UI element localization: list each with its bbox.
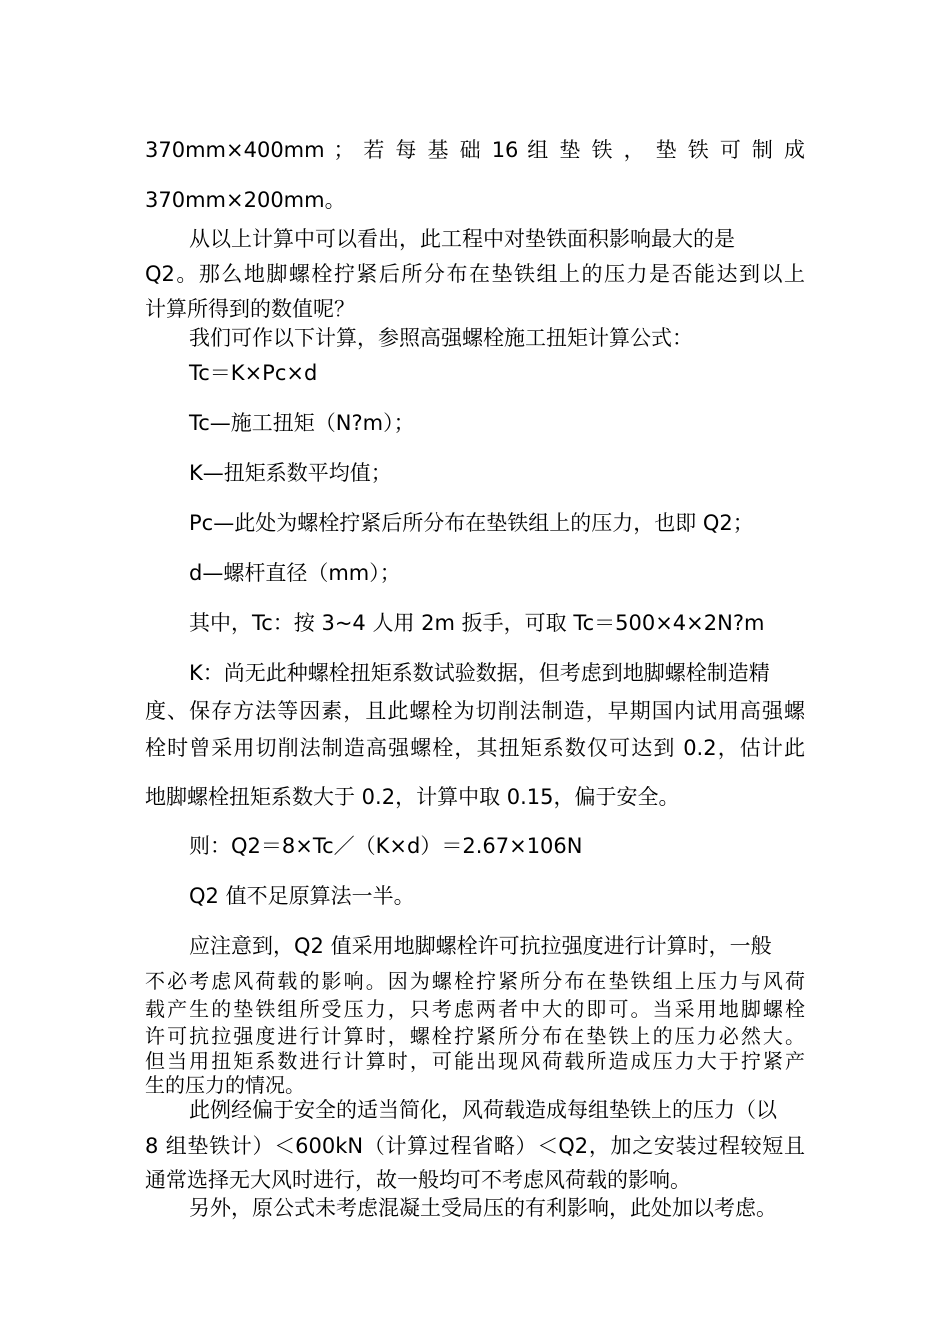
text-line: Tc—施工扭矩（N?m）； [189,411,415,435]
text-line: 从以上计算中可以看出，此工程中对垫铁面积影响最大的是 [189,227,735,251]
text-line: 370mm×200mm。 [145,188,346,212]
text-line: 许可抗拉强度进行计算时，螺栓拧紧所分布在垫铁上的压力必然大。 [145,1024,805,1048]
text-line: 应注意到，Q2 值采用地脚螺栓许可抗拉强度进行计算时，一般 [189,934,772,958]
text-line: d—螺杆直径（mm）； [189,561,401,585]
text-line: 载产生的垫铁组所受压力，只考虑两者中大的即可。当采用地脚螺栓 [145,997,805,1021]
text-line: 不必考虑风荷载的影响。因为螺栓拧紧所分布在垫铁组上压力与风荷 [145,969,805,993]
text-line: 此例经偏于安全的适当简化，风荷载造成每组垫铁上的压力（以 [189,1098,777,1122]
text-line: 8 组垫铁计）＜600kN（计算过程省略）＜Q2，加之安装过程较短且 [145,1134,805,1158]
text-line: K：尚无此种螺栓扭矩系数试验数据，但考虑到地脚螺栓制造精 [189,661,770,685]
text-line: K—扭矩系数平均值； [189,461,392,485]
text-line: Q2 值不足原算法一半。 [189,884,415,908]
text-line: Q2。那么地脚螺栓拧紧后所分布在垫铁组上的压力是否能达到以上 [145,262,805,286]
text-line: 我们可作以下计算，参照高强螺栓施工扭矩计算公式： [189,326,693,350]
text-line: Pc—此处为螺栓拧紧后所分布在垫铁组上的压力，也即 Q2； [189,511,754,535]
text-line: 地脚螺栓扭矩系数大于 0.2，计算中取 0.15，偏于安全。 [145,785,680,809]
text-line: 但当用扭矩系数进行计算时，可能出现风荷载所造成压力大于拧紧产 [145,1049,805,1073]
text-line: 另外，原公式未考虑混凝土受局压的有利影响，此处加以考虑。 [189,1196,777,1220]
text-line: 370mm×400mm ； 若 每 基 础 16 组 垫 铁 ， 垫 铁 可 制 成 [145,138,805,162]
text-line: 生的压力的情况。 [145,1073,305,1097]
formula-line: Tc＝K×Pc×d [189,361,318,385]
text-line: 其中，Tc：按 3~4 人用 2m 扳手，可取 Tc＝500×4×2N?m [189,611,765,635]
text-line: 度、保存方法等因素，且此螺栓为切削法制造，早期国内试用高强螺 [145,699,805,723]
text-line: 栓时曾采用切削法制造高强螺栓，其扭矩系数仅可达到 0.2，估计此 [145,736,805,760]
text-line: 通常选择无大风时进行，故一般均可不考虑风荷载的影响。 [145,1168,691,1192]
text-line: 计算所得到的数值呢？ [145,297,355,321]
formula-line: 则：Q2＝8×Tc／（K×d）＝2.67×106N [189,834,583,858]
